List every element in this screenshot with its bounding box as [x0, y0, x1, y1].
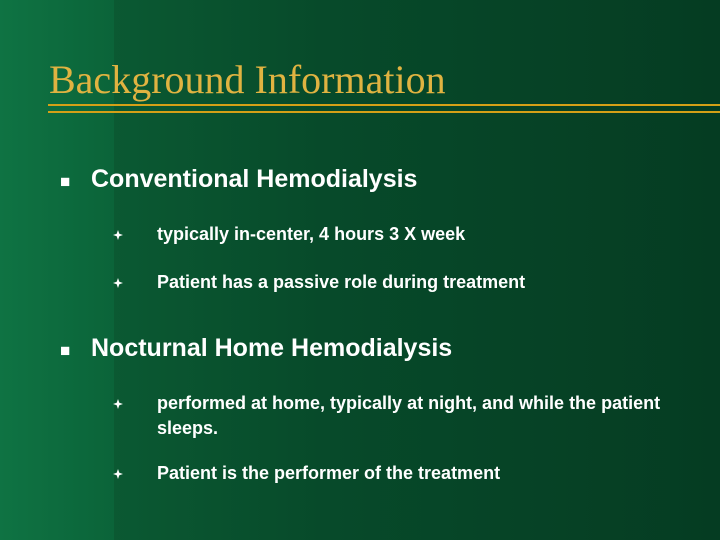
diamond-bullet-icon: [112, 277, 124, 289]
diamond-bullet-icon: [112, 468, 124, 480]
list-item-text: performed at home, typically at night, and while the patient sleeps.: [157, 393, 661, 438]
title-underline-top: [48, 104, 720, 106]
square-bullet-icon: ■: [60, 341, 71, 360]
diamond-bullet-icon: [112, 229, 124, 241]
list-item-text: Patient has a passive role during treatment: [157, 272, 526, 292]
square-bullet-icon: ■: [60, 172, 71, 191]
slide-title: Background Information: [49, 57, 446, 102]
title-underline-bottom: [48, 111, 720, 113]
diamond-bullet-icon: [112, 398, 124, 410]
section-heading-text: Nocturnal Home Hemodialysis: [91, 334, 453, 362]
section-heading-text: Conventional Hemodialysis: [91, 165, 418, 193]
list-item-text: Patient is the performer of the treatment: [157, 463, 501, 483]
list-item-text: typically in-center, 4 hours 3 X week: [157, 224, 466, 244]
